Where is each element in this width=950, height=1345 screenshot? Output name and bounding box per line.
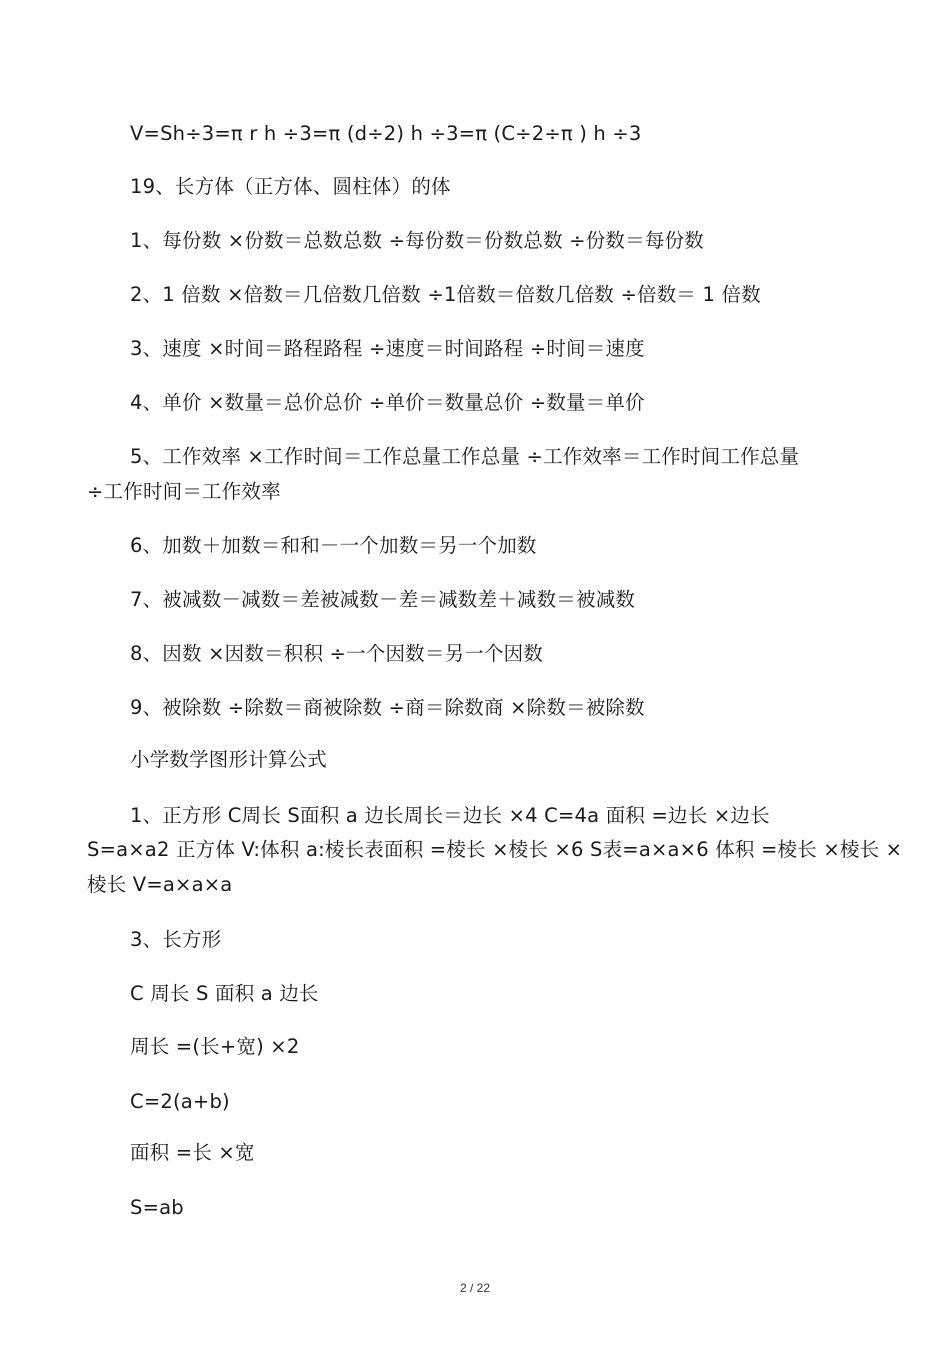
page-number: 2 / 22 — [459, 1281, 491, 1295]
text-line: 2、1 倍数 ×倍数＝几倍数几倍数 ÷1倍数＝倍数几倍数 ÷倍数＝ 1 倍数 — [130, 283, 761, 306]
text-line: 8、因数 ×因数＝积积 ÷一个因数＝另一个因数 — [130, 642, 544, 665]
text-line: 4、单价 ×数量＝总价总价 ÷单价＝数量总价 ÷数量＝单价 — [130, 391, 645, 414]
text-line: 面积 =长 ×宽 — [130, 1141, 255, 1164]
text-line: ÷工作时间＝工作效率 — [87, 480, 281, 503]
section-heading: 小学数学图形计算公式 — [130, 748, 328, 771]
text-line: S=a×a2 正方体 V:体积 a:棱长表面积 =棱长 ×棱长 ×6 S表=a×a×6 体积 =棱长 ×棱长 × — [87, 838, 903, 861]
text-line: 周长 =(长+宽) ×2 — [130, 1035, 300, 1058]
text-line: 3、速度 ×时间＝路程路程 ÷速度＝时间路程 ÷时间＝速度 — [130, 337, 645, 360]
text-line: 5、工作效率 ×工作时间＝工作总量工作总量 ÷工作效率＝工作时间工作总量 — [130, 445, 800, 468]
text-line: 9、被除数 ÷除数＝商被除数 ÷商＝除数商 ×除数＝被除数 — [130, 696, 645, 719]
text-line: 3、长方形 — [130, 928, 222, 951]
text-line: V=Sh÷3=π r h ÷3=π (d÷2) h ÷3=π (C÷2÷π ) h ÷3 — [130, 122, 642, 145]
text-line: 7、被减数－减数＝差被减数－差＝减数差＋减数＝被减数 — [130, 588, 636, 611]
text-line: 1、正方形 C周长 S面积 a 边长周长＝边长 ×4 C=4a 面积 =边长 ×边长 — [130, 804, 770, 827]
text-line: S=ab — [130, 1196, 184, 1219]
text-line: C=2(a+b) — [130, 1090, 230, 1113]
text-line: 1、每份数 ×份数＝总数总数 ÷每份数＝份数总数 ÷份数＝每份数 — [130, 229, 704, 252]
text-line: 19、长方体（正方体、圆柱体）的体 — [130, 175, 451, 198]
text-line: C 周长 S 面积 a 边长 — [130, 982, 319, 1005]
text-line: 6、加数＋加数＝和和－一个加数＝另一个加数 — [130, 534, 537, 557]
text-line: 棱长 V=a×a×a — [87, 873, 233, 896]
